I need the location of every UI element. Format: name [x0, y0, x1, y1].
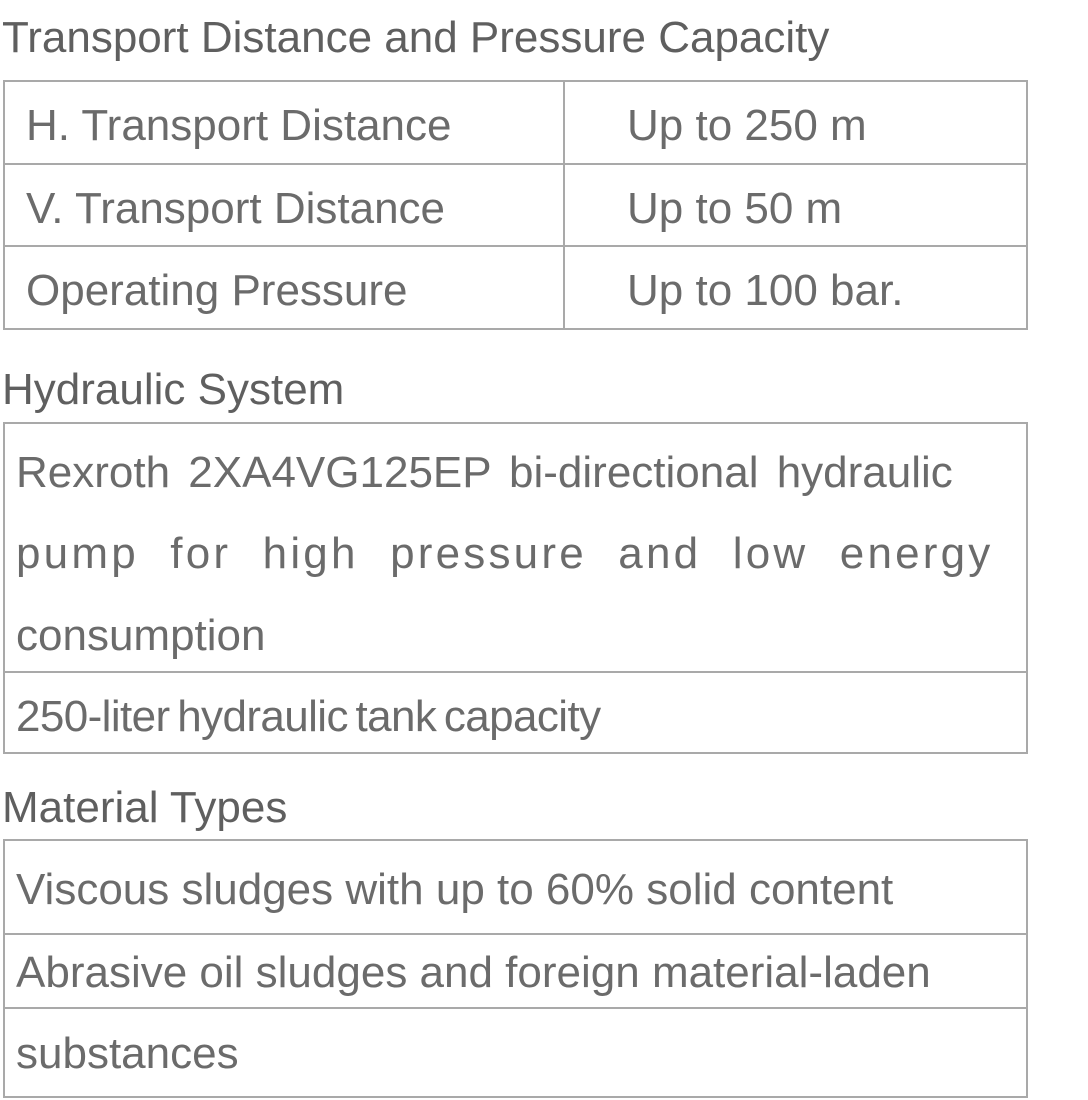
row-value: Up to 100 bar.: [627, 266, 904, 315]
row-value: Up to 250 m: [627, 101, 867, 150]
row-value: Up to 50 m: [627, 184, 843, 233]
hydraulic-item: 250-liter hydraulic tank capacity: [16, 692, 601, 741]
material-item-line: substances: [16, 1029, 239, 1078]
hydraulic-item-line: Rexroth 2XA4VG125EP bi-directional hydraulic: [16, 448, 953, 497]
table-row: [5, 424, 1026, 672]
table-row: [5, 841, 1026, 935]
row-label: V. Transport Distance: [26, 184, 446, 233]
hydraulic-table: [3, 422, 1028, 754]
transport-section-title: Transport Distance and Pressure Capacity: [2, 13, 830, 62]
materials-section-title: Material Types: [2, 783, 288, 832]
table-row: [5, 82, 1026, 164]
row-label: H. Transport Distance: [26, 101, 452, 150]
material-item-line: Abrasive oil sludges and foreign material-laden: [16, 948, 931, 997]
table-row: [5, 163, 1026, 246]
hydraulic-item-line: consumption: [16, 611, 266, 660]
table-row: [5, 671, 1026, 754]
row-label: Operating Pressure: [26, 266, 408, 315]
hydraulic-item-line: pump for high pressure and low energy: [16, 529, 994, 578]
table-row: [5, 245, 1026, 328]
material-item: Viscous sludges with up to 60% solid content: [16, 865, 894, 914]
table-row: [5, 933, 1026, 1096]
hydraulic-section-title: Hydraulic System: [2, 365, 345, 414]
transport-table: [3, 80, 1028, 330]
materials-table: [3, 839, 1028, 1098]
